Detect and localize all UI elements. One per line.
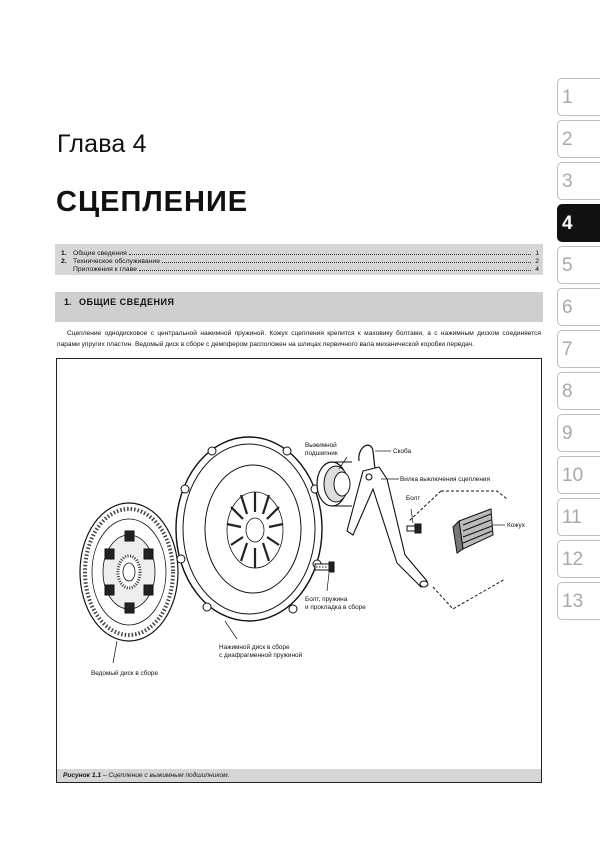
label-cover: Кожух (507, 522, 525, 529)
toc-text: Техническое обслуживание (73, 258, 160, 265)
release-bearing-drawing (317, 462, 352, 506)
toc-number: 1. (61, 250, 67, 257)
bracket-drawing (359, 445, 375, 469)
toc-leader (162, 262, 531, 263)
label-bearing: Выжимной (305, 442, 337, 449)
chapter-tab-7[interactable]: 7 (557, 330, 600, 368)
chapter-tab-12[interactable]: 12 (557, 540, 600, 578)
pressure-plate-drawing (176, 437, 322, 621)
chapter-tab-8[interactable]: 8 (557, 372, 600, 410)
chapter-tab-11[interactable]: 11 (557, 498, 600, 536)
label-bracket: Скоба (393, 448, 412, 455)
section-number: 1. (64, 297, 72, 307)
figure-caption (57, 769, 541, 782)
label-bearing: подшипник (305, 450, 338, 457)
chapter-label: Глава 4 (57, 130, 147, 158)
figure-caption-text: – Сцепление с выжимным подшипником. (101, 772, 230, 779)
label-bolt-spring: Болт, пружина (305, 596, 348, 603)
toc-number: 2. (61, 258, 67, 265)
bolt-spring-drawing (315, 562, 334, 572)
boot-cover-drawing (409, 491, 507, 609)
toc-text: Общие сведения (73, 250, 127, 257)
toc-page: 2 (535, 258, 539, 265)
label-bolt: Болт (406, 495, 421, 502)
label-bolt-spring: и прокладка в сборе (305, 604, 366, 611)
toc-text: Приложения к главе (73, 266, 137, 273)
small-bolt-drawing (407, 524, 421, 533)
intro-paragraph: Сцепление однодисковое с центральной нажимной пружиной. Кожух сцепления крепится к маховику болтами, а с нажимным диском соединяется парами упругих пластин. Ведомый диск в сборе с демпфером расположен на шлицах первичного вала механической коробки передач. (57, 330, 541, 348)
chapter-tab-9[interactable]: 9 (557, 414, 600, 452)
toc-page: 4 (535, 266, 539, 273)
chapter-title: СЦЕПЛЕНИЕ (56, 186, 249, 218)
chapter-tab-3[interactable]: 3 (557, 162, 600, 200)
clutch-diagram (57, 359, 543, 771)
toc-row[interactable] (61, 265, 539, 273)
chapter-tab-2[interactable]: 2 (557, 120, 600, 158)
label-pressure-disk: Нажимной диск в сборе (219, 644, 290, 651)
section-title: ОБЩИЕ СВЕДЕНИЯ (79, 297, 175, 307)
chapter-tab-13[interactable]: 13 (557, 582, 600, 620)
chapter-tab-10[interactable]: 10 (557, 456, 600, 494)
label-pressure-disk: с диафрагменной пружиной (219, 652, 303, 659)
driven-disk-drawing (80, 503, 178, 641)
toc-page: 1 (535, 250, 539, 257)
table-of-contents (55, 244, 543, 275)
toc-row[interactable] (61, 249, 539, 257)
chapter-tab-5[interactable]: 5 (557, 246, 600, 284)
clutch-figure (56, 358, 542, 783)
toc-leader (129, 254, 531, 255)
chapter-tab-1[interactable]: 1 (557, 78, 600, 116)
chapter-tab-6[interactable]: 6 (557, 288, 600, 326)
label-driven-disk: Ведомый диск в сборе (91, 670, 159, 677)
label-release-fork: Вилка выключения сцепления (400, 476, 490, 483)
figure-caption-number: Рисунок 1.1 (63, 772, 102, 779)
toc-row[interactable] (61, 257, 539, 265)
toc-leader (139, 270, 531, 271)
section-header (55, 292, 543, 322)
chapter-tab-4[interactable]: 4 (557, 204, 600, 242)
